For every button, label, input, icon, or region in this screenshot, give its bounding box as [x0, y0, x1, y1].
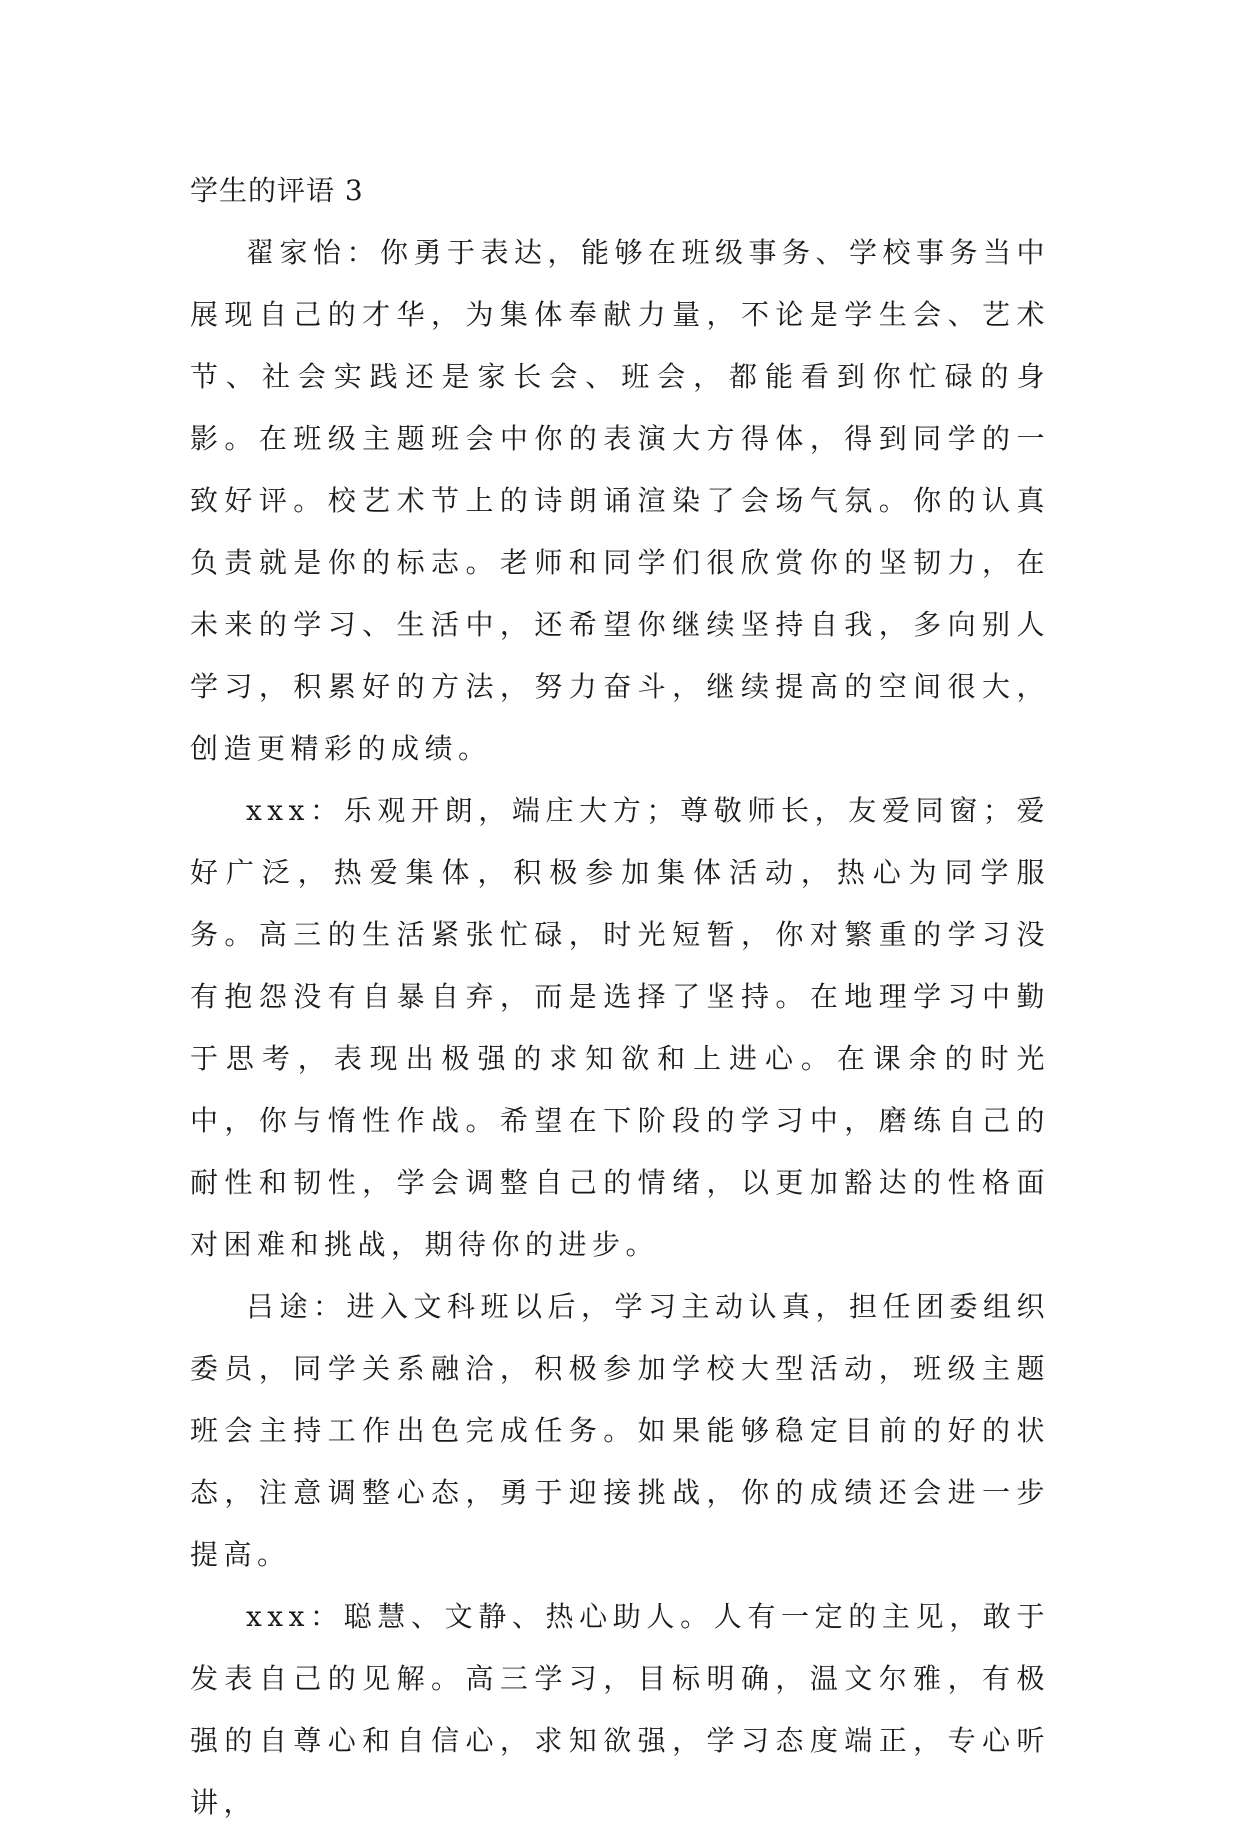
comment-paragraph-xxx-1: xxx：乐观开朗，端庄大方；尊敬师长，友爱同窗；爱好广泛，热爱集体，积极参加集体活动，热心为同学服务。高三的生活紧张忙碌，时光短暂，你对繁重的学习没有抱怨没有自暴自弃，而是选择了坚持。在地理学习中勤于思考，表现出极强的求知欲和上进心。在课余的时光中，你与惰性作战。希望在下阶段的学习中，磨练自己的耐性和韧性，学会调整自己的情绪，以更加豁达的性格面对困难和挑战，期待你的进步。 — [190, 794, 1050, 1261]
comment-paragraph-xxx-2: xxx：聪慧、文静、热心助人。人有一定的主见，敢于发表自己的见解。高三学习，目标明确，温文尔雅，有极强的自尊心和自信心，求知欲强，学习态度端正，专心听讲， — [190, 1600, 1050, 1819]
document-title: 学生的评语 3 — [190, 174, 364, 207]
comment-paragraph-lv-tu: 吕途：进入文科班以后，学习主动认真，担任团委组织委员，同学关系融洽，积极参加学校大型活动，班级主题班会主持工作出色完成任务。如果能够稳定目前的好的状态，注意调整心态，勇于迎接挑战，你的成绩还会进一步提高。 — [190, 1290, 1051, 1571]
document-body — [190, 160, 1050, 1834]
comment-paragraph-zhai-jiayi: 翟家怡：你勇于表达，能够在班级事务、学校事务当中展现自己的才华，为集体奉献力量，不论是学生会、艺术节、社会实践还是家长会、班会，都能看到你忙碌的身影。在班级主题班会中你的表演大方得体，得到同学的一致好评。校艺术节上的诗朗诵渲染了会场气氛。你的认真负责就是你的标志。老师和同学们很欣赏你的坚韧力，在未来的学习、生活中，还希望你继续坚持自我，多向别人学习，积累好的方法，努力奋斗，继续提高的空间很大，创造更精彩的成绩。 — [190, 236, 1051, 765]
